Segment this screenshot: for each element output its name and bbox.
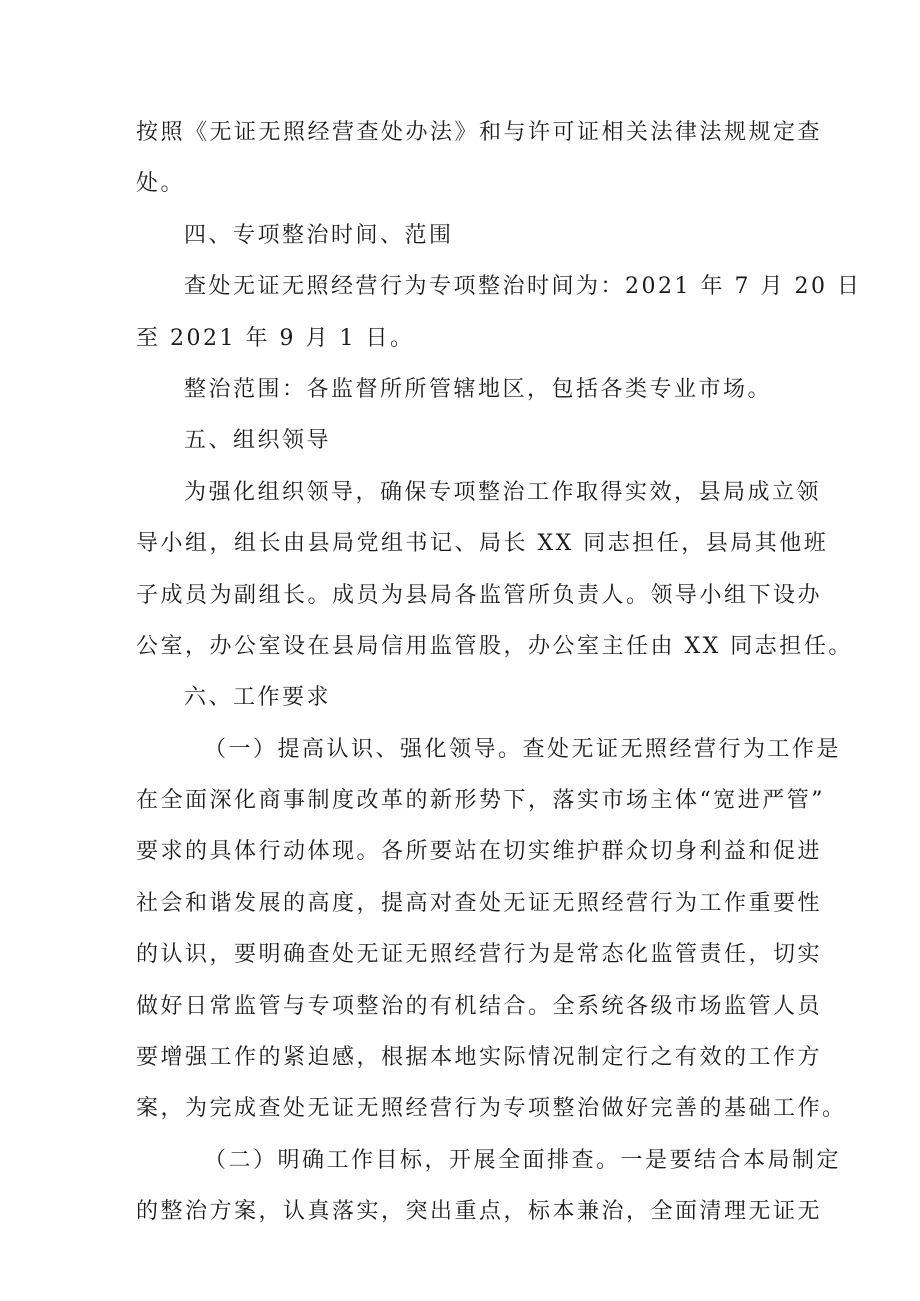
section-heading: 四、专项整治时间、范围 [184, 222, 454, 248]
text-line: 查处无证无照经营行为专项整治时间为：2021 年 7 月 20 日 [184, 274, 862, 300]
text-line: 的整治方案，认真落实，突出重点，标本兼治，全面清理无证无 [136, 1199, 823, 1225]
text-line: 在全面深化商事制度改革的新形势下，落实市场主体“宽进严管” [136, 788, 825, 814]
text-line: 公室，办公室设在县局信用监管股，办公室主任由 XX 同志担任。 [136, 633, 853, 659]
document-body [136, 107, 862, 1238]
text-line: 要求的具体行动体现。各所要站在切实维护群众切身利益和促进 [136, 839, 823, 865]
text-line: 案，为完成查处无证无照经营行为专项整治做好完善的基础工作。 [136, 1096, 847, 1122]
text-line: 子成员为副组长。成员为县局各监管所负责人。领导小组下设办 [136, 582, 823, 608]
text-line: 要增强工作的紧迫感，根据本地实际情况制定行之有效的工作方 [136, 1045, 823, 1071]
section-heading: 五、组织领导 [184, 428, 332, 454]
text-line: 按照《无证无照经营查处办法》和与许可证相关法律法规规定查 [136, 120, 823, 145]
text-line: 处。 [136, 171, 186, 197]
text-line: 社会和谐发展的高度，提高对查处无证无照经营行为工作重要性 [136, 890, 823, 916]
text-line: 为强化组织领导，确保专项整治工作取得实效，县局成立领 [184, 479, 822, 505]
text-line: 至 2021 年 9 月 1 日。 [136, 325, 415, 351]
section-heading: 六、工作要求 [184, 685, 332, 711]
text-line: 的认识，要明确查处无证无照经营行为是常态化监管责任，切实 [136, 942, 823, 968]
text-line: 整治范围：各监督所所管辖地区，包括各类专业市场。 [184, 376, 773, 402]
text-line: （二）明确工作目标，开展全面排查。一是要结合本局制定 [204, 1147, 842, 1173]
text-line: （一）提高认识、强化领导。查处无证无照经营行为工作是 [204, 736, 842, 762]
text-line: 做好日常监管与专项整治的有机结合。全系统各级市场监管人员 [136, 993, 823, 1019]
text-line: 导小组，组长由县局党组书记、局长 XX 同志担任，县局其他班 [136, 531, 829, 557]
